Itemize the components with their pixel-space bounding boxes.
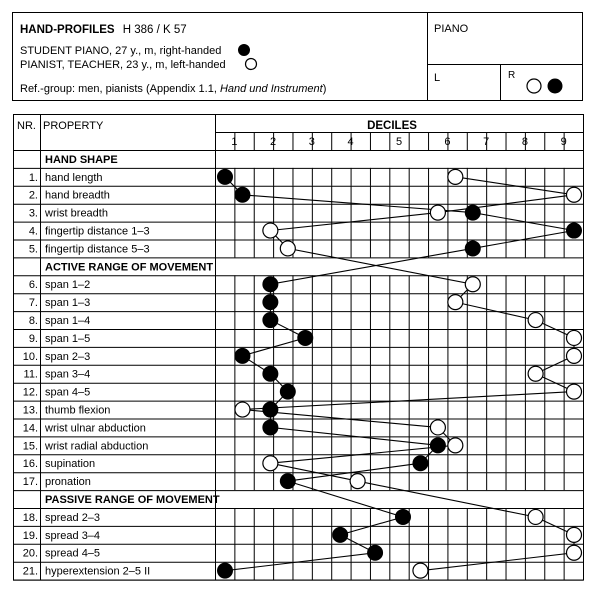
pianist-point — [350, 474, 365, 489]
row-number: 19. — [22, 529, 38, 542]
row-number: 15. — [22, 440, 38, 453]
student-point — [263, 295, 278, 310]
student-point — [413, 456, 428, 471]
pianist-point — [280, 241, 295, 256]
reference-group: Ref.-group: men, pianists (Appendix 1.1, Hand und Instrument) — [20, 83, 327, 95]
property-label: spread 3–4 — [45, 529, 101, 542]
pianist-point — [567, 348, 582, 363]
row-number: 14. — [22, 422, 38, 435]
pianist-point — [413, 563, 428, 578]
student-point — [263, 313, 278, 328]
property-label: pronation — [45, 476, 91, 489]
row-number: 12. — [22, 386, 38, 399]
row-number: 4. — [28, 225, 38, 238]
property-label: hand breadth — [45, 189, 110, 202]
pianist-point — [528, 509, 543, 524]
decile-label: 1 — [231, 136, 238, 148]
property-label: thumb flexion — [45, 404, 111, 417]
right-hand-filled-marker — [548, 79, 562, 93]
pianist-point — [235, 402, 250, 417]
property-label: span 1–5 — [45, 332, 91, 345]
decile-label: 2 — [270, 136, 277, 148]
row-number: 8. — [28, 315, 38, 327]
student-point — [263, 366, 278, 381]
row-number: 10. — [22, 350, 38, 363]
decile-label: 9 — [560, 136, 567, 148]
property-label: fingertip distance 1–3 — [45, 225, 150, 238]
section-title: HAND SHAPE — [45, 153, 118, 166]
pianist-point — [528, 313, 543, 328]
student-point — [465, 205, 480, 220]
table-grid — [13, 114, 584, 580]
student-point — [263, 277, 278, 292]
student-point — [218, 563, 233, 578]
pianist-legend-label: PIANIST, TEACHER, 23 y., m, left-handed — [20, 59, 226, 71]
instrument-label: PIANO — [434, 23, 469, 35]
property-label: hyperextension 2–5 II — [45, 565, 151, 578]
row-number: 13. — [22, 404, 38, 417]
deciles-header: DECILES — [367, 120, 417, 132]
section-title: PASSIVE RANGE OF MOVEMENT — [45, 494, 220, 506]
left-hand-label: L — [434, 72, 441, 84]
property-label: span 4–5 — [45, 386, 91, 399]
property-label: wrist radial abduction — [45, 440, 149, 453]
property-label: spread 4–5 — [45, 547, 101, 560]
student-point — [567, 223, 582, 238]
row-number: 9. — [28, 332, 38, 345]
student-point — [430, 438, 445, 453]
row-number: 5. — [28, 243, 38, 256]
pianist-point — [567, 545, 582, 560]
student-legend-label: STUDENT PIANO, 27 y., m, right-handed — [20, 45, 222, 57]
decile-label: 8 — [521, 136, 528, 148]
row-number: 16. — [22, 458, 38, 471]
decile-label: 4 — [347, 136, 354, 148]
right-hand-open-marker — [527, 79, 541, 93]
pianist-point — [465, 277, 480, 292]
pianist-point — [567, 527, 582, 542]
row-number: 11. — [23, 368, 38, 381]
row-number: 7. — [28, 297, 38, 310]
student-point — [395, 509, 410, 524]
decile-label: 5 — [395, 136, 403, 148]
pianist-point — [448, 438, 463, 453]
pianist-point — [567, 187, 582, 202]
pianist-point — [430, 205, 445, 220]
row-number: 18. — [22, 511, 38, 524]
row-number: 3. — [28, 207, 38, 220]
student-point — [235, 187, 250, 202]
property-label: hand length — [45, 171, 103, 184]
decile-label: 3 — [308, 136, 315, 148]
student-point — [298, 330, 313, 345]
property-header: PROPERTY — [43, 120, 104, 132]
svg-text:HAND-PROFILES H 386 / K 57 — [20, 24, 187, 36]
pianist-point — [448, 295, 463, 310]
data-markers — [218, 169, 582, 578]
property-label: span 1–4 — [45, 315, 91, 327]
row-number: 2. — [28, 189, 38, 202]
student-point — [280, 384, 295, 399]
decile-label: 7 — [483, 136, 490, 148]
section-title: ACTIVE RANGE OF MOVEMENT — [45, 261, 214, 274]
student-point — [465, 241, 480, 256]
student-legend-marker — [239, 45, 250, 56]
student-point — [333, 527, 348, 542]
pianist-point — [430, 420, 445, 435]
row-number: 6. — [28, 279, 38, 292]
header-title: HAND-PROFILES — [20, 24, 115, 36]
property-label: span 1–3 — [45, 297, 91, 310]
row-number: 21. — [22, 565, 38, 578]
nr-header: NR. — [17, 120, 36, 132]
row-number: 17. — [22, 476, 38, 489]
pianist-point — [263, 223, 278, 238]
property-label: span 1–2 — [45, 279, 91, 292]
pianist-point — [448, 169, 463, 184]
pianist-point — [263, 456, 278, 471]
student-point — [280, 474, 295, 489]
right-hand-label: R — [508, 70, 516, 81]
property-label: span 2–3 — [45, 350, 91, 363]
pianist-point — [528, 366, 543, 381]
student-point — [263, 420, 278, 435]
row-number: 1. — [28, 171, 38, 184]
property-label: wrist ulnar abduction — [45, 422, 146, 435]
student-point — [368, 545, 383, 560]
pianist-point — [567, 330, 582, 345]
row-number: 20. — [22, 547, 38, 560]
student-point — [235, 348, 250, 363]
property-label: spread 2–3 — [45, 511, 101, 524]
property-label: wrist breadth — [45, 207, 108, 220]
header-code: H 386 / K 57 — [122, 24, 187, 36]
property-label: span 3–4 — [45, 368, 91, 381]
property-label: fingertip distance 5–3 — [45, 243, 150, 256]
pianist-point — [567, 384, 582, 399]
decile-label: 6 — [444, 136, 451, 148]
student-point — [218, 169, 233, 184]
student-point — [263, 402, 278, 417]
property-label: supination — [45, 458, 96, 471]
pianist-legend-marker — [246, 59, 257, 70]
